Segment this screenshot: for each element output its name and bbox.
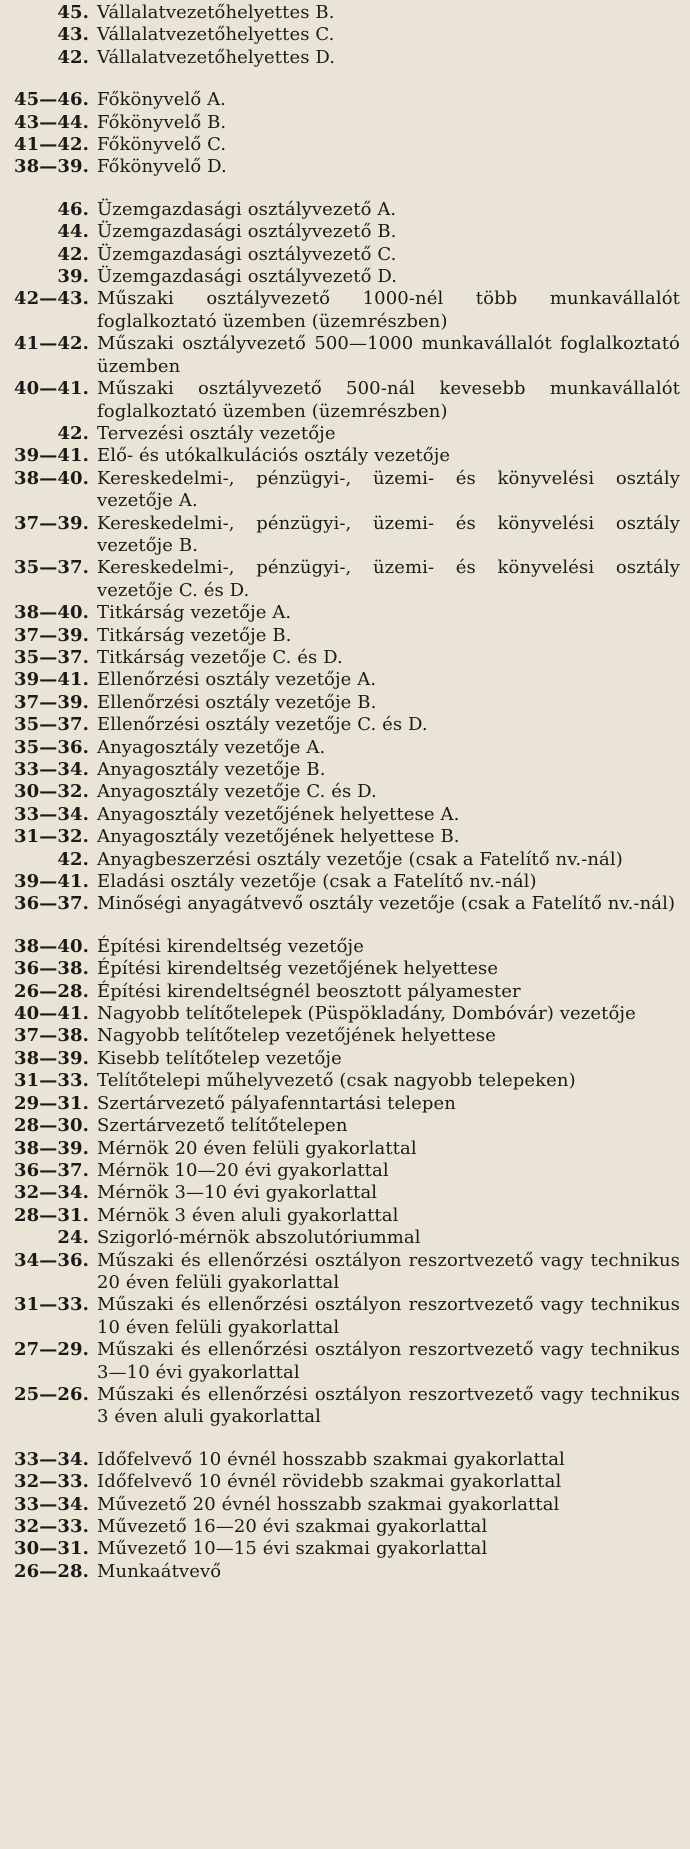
grade-number: 42. — [57, 422, 89, 444]
grade-number: 39. — [57, 266, 89, 288]
grade-number: 42—43. — [14, 288, 89, 310]
grade-number: 24. — [57, 1227, 89, 1249]
position-title: Ellenőrzési osztály vezetője B. — [97, 691, 377, 713]
position-title: Mérnök 10—20 évi gyakorlattal — [97, 1159, 389, 1181]
section-gap — [0, 916, 690, 936]
position-title: Ellenőrzési osztály vezetője C. és D. — [97, 714, 428, 736]
grade-number: 33—34. — [14, 1448, 89, 1470]
grade-number: 35—36. — [14, 736, 89, 758]
position-title: Műszaki osztályvezető 1000-nél több munkavállalót foglalkoztató üzemben (üzemrészben) — [97, 288, 680, 332]
position-title: Művezető 16—20 évi szakmai gyakorlattal — [97, 1516, 488, 1537]
grade-entry — [0, 513, 690, 558]
position-title: Eladási osztály vezetője (csak a Fatelítő nv.-nál) — [97, 871, 537, 893]
grade-number: 31—33. — [14, 1294, 89, 1316]
grade-entry — [0, 1294, 690, 1339]
position-title: Kereskedelmi-, pénzügyi-, üzemi- és könyvelési osztály vezetője C. és D. — [97, 557, 680, 601]
grade-entry — [0, 1227, 690, 1249]
grade-number: 41—42. — [14, 333, 89, 355]
grade-entry — [0, 47, 690, 69]
grade-entry — [0, 714, 690, 736]
grade-number: 40—41. — [14, 1003, 89, 1025]
grade-entry — [0, 1182, 690, 1204]
grade-number: 33—34. — [14, 803, 89, 825]
position-title: Mérnök 3 éven aluli gyakorlattal — [97, 1204, 399, 1226]
grade-number: 45. — [57, 2, 89, 23]
position-title: Szertárvezető pályafenntartási telepen — [97, 1092, 456, 1114]
grade-entry — [0, 781, 690, 803]
grade-number: 31—32. — [14, 826, 89, 848]
position-title: Tervezési osztály vezetője — [97, 422, 336, 444]
grade-entry — [0, 804, 690, 826]
grade-entry — [0, 445, 690, 467]
grade-entry — [0, 557, 690, 602]
grade-number: 40—41. — [14, 378, 89, 400]
grade-entry — [0, 1048, 690, 1070]
grade-entry — [0, 1138, 690, 1160]
grade-number: 36—37. — [14, 893, 89, 915]
position-title: Titkárság vezetője A. — [97, 602, 292, 624]
grade-entry — [0, 958, 690, 980]
position-title: Építési kirendeltség vezetőjének helyettese — [97, 958, 499, 980]
grade-entry — [0, 112, 690, 134]
grade-entry — [0, 333, 690, 378]
position-title: Műszaki és ellenőrzési osztályon reszortvezető vagy technikus 3 éven aluli gyakorlattal — [97, 1383, 680, 1428]
grade-number: 37—39. — [14, 624, 89, 646]
grade-number: 35—37. — [14, 646, 89, 668]
grade-entry — [0, 2, 690, 24]
position-title: Művezető 10—15 évi szakmai gyakorlattal — [97, 1538, 488, 1560]
grade-number: 42. — [57, 46, 89, 68]
grade-entry — [0, 221, 690, 243]
position-title: Építési kirendeltség vezetője — [97, 935, 364, 957]
grade-entry — [0, 1561, 690, 1583]
position-title: Titkárság vezetője C. és D. — [97, 646, 343, 668]
position-title: Munkaátvevő — [97, 1560, 222, 1582]
grade-entry — [0, 1449, 690, 1471]
grade-entry — [0, 737, 690, 759]
position-title: Művezető 20 évnél hosszabb szakmai gyakorlattal — [97, 1493, 560, 1515]
section-gap — [0, 69, 690, 89]
grade-number: 35—37. — [14, 557, 89, 579]
grade-number: 32—33. — [14, 1471, 89, 1493]
position-title: Főkönyvelő A. — [97, 89, 227, 111]
position-title: Időfelvevő 10 évnél rövidebb szakmai gyakorlattal — [97, 1471, 562, 1493]
position-title: Főkönyvelő B. — [97, 111, 227, 133]
grade-entry — [0, 647, 690, 669]
position-title: Minőségi anyagátvevő osztály vezetője (csak a Fatelítő nv.-nál) — [97, 893, 676, 915]
grade-entry — [0, 1070, 690, 1092]
grade-number: 39—41. — [14, 669, 89, 691]
grade-number: 38—39. — [14, 1047, 89, 1069]
position-title: Vállalatvezetőhelyettes C. — [97, 24, 335, 46]
section-gap — [0, 1429, 690, 1449]
grade-number: 30—31. — [14, 1538, 89, 1560]
position-title: Anyagosztály vezetője B. — [97, 759, 326, 780]
grade-number: 41—42. — [14, 134, 89, 156]
position-title: Anyagosztály vezetőjének helyettese A. — [97, 803, 460, 825]
grade-entry — [0, 156, 690, 178]
grade-entry — [0, 1471, 690, 1493]
grade-entry — [0, 936, 690, 958]
grade-entry — [0, 981, 690, 1003]
position-title: Időfelvevő 10 évnél hosszabb szakmai gyakorlattal — [97, 1448, 565, 1470]
grade-number: 38—40. — [14, 467, 89, 489]
grade-entry — [0, 871, 690, 893]
position-title: Szertárvezető telítőtelepen — [97, 1115, 348, 1137]
position-title: Műszaki osztályvezető 500—1000 munkavállalót foglalkoztató üzemben — [97, 333, 680, 377]
grade-number: 37—39. — [14, 512, 89, 534]
position-title: Anyagosztály vezetője A. — [97, 736, 326, 758]
grade-number: 38—39. — [14, 156, 89, 178]
grade-number: 29—31. — [14, 1092, 89, 1114]
grade-entry — [0, 692, 690, 714]
grade-entry — [0, 1538, 690, 1560]
position-title: Elő- és utókalkulációs osztály vezetője — [97, 445, 451, 467]
position-title: Vállalatvezetőhelyettes D. — [97, 46, 336, 68]
grade-entry — [0, 1115, 690, 1137]
position-title: Üzemgazdasági osztályvezető A. — [97, 198, 397, 220]
grade-number: 44. — [57, 221, 89, 243]
position-title: Titkárság vezetője B. — [97, 624, 292, 646]
grade-entry — [0, 468, 690, 513]
grade-number: 30—32. — [14, 781, 89, 803]
grade-number: 45—46. — [14, 89, 89, 111]
grade-number: 37—38. — [14, 1025, 89, 1047]
grade-entry — [0, 24, 690, 46]
position-title: Vállalatvezetőhelyettes B. — [97, 2, 335, 23]
grade-entry — [0, 669, 690, 691]
grade-entry — [0, 1516, 690, 1538]
position-title: Üzemgazdasági osztályvezető B. — [97, 221, 397, 243]
grade-entry — [0, 288, 690, 333]
position-title: Mérnök 20 éven felüli gyakorlattal — [97, 1137, 417, 1159]
grade-entry — [0, 378, 690, 423]
position-title: Szigorló-mérnök abszolutóriummal — [97, 1227, 421, 1249]
grade-number: 33—34. — [14, 759, 89, 780]
position-title: Főkönyvelő C. — [97, 134, 227, 156]
position-title: Építési kirendeltségnél beosztott pályamester — [97, 980, 521, 1002]
grade-number: 34—36. — [14, 1249, 89, 1271]
grade-entry — [0, 1205, 690, 1227]
grade-number: 37—39. — [14, 691, 89, 713]
grade-number: 27—29. — [14, 1339, 89, 1361]
grade-number: 25—26. — [14, 1383, 89, 1405]
position-title: Kisebb telítőtelep vezetője — [97, 1047, 342, 1069]
position-title: Üzemgazdasági osztályvezető C. — [97, 243, 397, 265]
position-title: Üzemgazdasági osztályvezető D. — [97, 266, 398, 288]
grade-entry — [0, 1339, 690, 1384]
grade-number: 26—28. — [14, 980, 89, 1002]
section-gap — [0, 179, 690, 199]
grade-number: 42. — [57, 243, 89, 265]
grade-number: 39—41. — [14, 445, 89, 467]
grade-entry — [0, 199, 690, 221]
grade-entry — [0, 134, 690, 156]
grade-entry — [0, 1494, 690, 1516]
position-title: Főkönyvelő D. — [97, 156, 227, 178]
grade-number: 42. — [57, 848, 89, 870]
grade-entry — [0, 1384, 690, 1429]
grade-entry — [0, 893, 690, 915]
grade-number: 38—40. — [14, 602, 89, 624]
position-title: Telítőtelepi műhelyvezető (csak nagyobb telepeken) — [97, 1070, 576, 1092]
grade-entry — [0, 849, 690, 871]
position-title: Műszaki és ellenőrzési osztályon reszortvezető vagy technikus 3—10 évi gyakorlattal — [97, 1339, 680, 1383]
grade-entry — [0, 759, 690, 781]
grade-number: 38—39. — [14, 1137, 89, 1159]
grade-number: 35—37. — [14, 714, 89, 736]
grade-number: 36—37. — [14, 1159, 89, 1181]
position-title: Kereskedelmi-, pénzügyi-, üzemi- és könyvelési osztály vezetője B. — [97, 512, 680, 556]
grade-entry — [0, 1003, 690, 1025]
position-title: Műszaki és ellenőrzési osztályon reszortvezető vagy technikus 10 éven felüli gyakorlattal — [97, 1294, 680, 1338]
grade-number: 32—34. — [14, 1182, 89, 1204]
grade-number: 32—33. — [14, 1516, 89, 1537]
grade-entry — [0, 89, 690, 111]
grade-number: 43. — [57, 24, 89, 46]
grade-entry — [0, 1160, 690, 1182]
grade-number: 26—28. — [14, 1560, 89, 1582]
grade-number: 28—31. — [14, 1204, 89, 1226]
grade-number: 31—33. — [14, 1070, 89, 1092]
grade-entry — [0, 1093, 690, 1115]
grade-entry — [0, 423, 690, 445]
grade-number: 39—41. — [14, 871, 89, 893]
position-title: Kereskedelmi-, pénzügyi-, üzemi- és könyvelési osztály vezetője A. — [97, 467, 680, 512]
position-title: Anyagosztály vezetője C. és D. — [97, 781, 377, 803]
grade-number: 46. — [57, 198, 89, 220]
position-title: Műszaki és ellenőrzési osztályon reszortvezető vagy technikus 20 éven felüli gyakorlattal — [97, 1249, 680, 1293]
grade-entry — [0, 826, 690, 848]
grade-entry — [0, 1025, 690, 1047]
grade-number: 38—40. — [14, 935, 89, 957]
position-title: Nagyobb telítőtelep vezetőjének helyettese — [97, 1025, 496, 1047]
grade-entry — [0, 602, 690, 624]
grade-number: 28—30. — [14, 1115, 89, 1137]
position-title: Nagyobb telítőtelepek (Püspökladány, Dombóvár) vezetője — [97, 1003, 636, 1025]
position-title: Műszaki osztályvezető 500-nál kevesebb munkavállalót foglalkoztató üzemben (üzemrészben) — [97, 378, 680, 422]
grade-number: 43—44. — [14, 111, 89, 133]
grade-number: 36—38. — [14, 958, 89, 980]
position-title: Ellenőrzési osztály vezetője A. — [97, 669, 377, 691]
grade-entry — [0, 244, 690, 266]
grade-entry — [0, 1250, 690, 1295]
position-title: Anyagbeszerzési osztály vezetője (csak a Fatelítő nv.-nál) — [97, 848, 623, 870]
grade-entry — [0, 625, 690, 647]
position-title: Anyagosztály vezetőjének helyettese B. — [97, 826, 460, 848]
grade-entry — [0, 266, 690, 288]
position-title: Mérnök 3—10 évi gyakorlattal — [97, 1182, 378, 1204]
grade-number: 33—34. — [14, 1493, 89, 1515]
